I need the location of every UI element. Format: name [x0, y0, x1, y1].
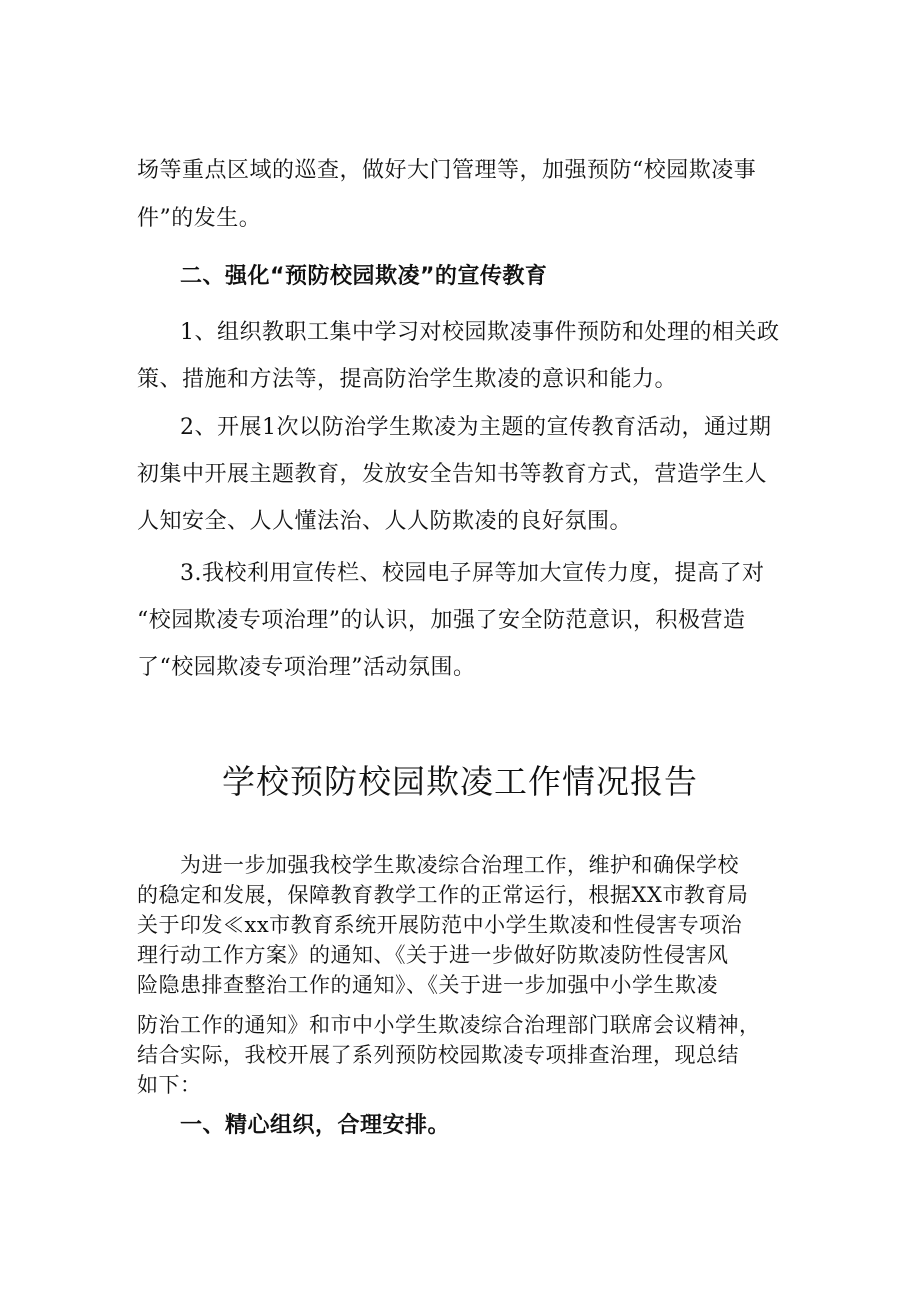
intro-line: 如下：	[137, 1073, 202, 1097]
list-item-2-line: 2、开展1次以防治学生欺凌为主题的宣传教育活动，通过期	[180, 415, 772, 440]
intro-line: 险隐患排查整治工作的通知》、《关于进一步加强中小学生欺凌	[137, 973, 718, 997]
intro-line: 防治工作的通知》和市中小学生欺凌综合治理部门联席会议精神，	[137, 1013, 761, 1037]
list-item-1-line: 1、组织教职工集中学习对校园欺凌事件预防和处理的相关政	[180, 320, 780, 345]
intro-line: 关于印发≪xx市教育系统开展防范中小学生欺凌和性侵害专项治	[137, 913, 743, 937]
report-title: 学校预防校园欺凌工作情况报告	[222, 762, 698, 801]
list-item-2-line: 人知安全、人人懂法治、人人防欺凌的良好氛围。	[137, 509, 633, 534]
list-item-3-line: 3.我校利用宣传栏、校园电子屏等加大宣传力度，提高了对	[180, 561, 765, 586]
list-item-3-line: “校园欺凌专项治理”的认识，加强了安全防范意识，积极营造	[137, 608, 746, 633]
intro-line: 结合实际，我校开展了系列预防校园欺凌专项排查治理，现总结	[137, 1043, 739, 1067]
intro-line: 为进一步加强我校学生欺凌综合治理工作，维护和确保学校	[180, 853, 739, 877]
intro-line: 理行动工作方案》的通知、《关于进一步做好防欺凌防性侵害风	[137, 943, 729, 967]
section-heading-2: 二、强化“预防校园欺凌”的宣传教育	[180, 264, 548, 289]
paragraph-line: 件”的发生。	[137, 206, 262, 231]
report-heading-1: 一、精心组织，合理安排。	[180, 1113, 451, 1138]
list-item-1-line: 策、措施和方法等，提高防治学生欺凌的意识和能力。	[137, 367, 678, 392]
list-item-2-line: 初集中开展主题教育，发放安全告知书等教育方式，营造学生人	[137, 462, 768, 487]
intro-line: 的稳定和发展，保障教育教学工作的正常运行，根据XX市教育局	[137, 883, 749, 907]
paragraph-line: 场等重点区域的巡查，做好大门管理等，加强预防“校园欺凌事	[137, 158, 757, 183]
list-item-3-line: 了“校园欺凌专项治理”活动氛围。	[137, 655, 476, 680]
